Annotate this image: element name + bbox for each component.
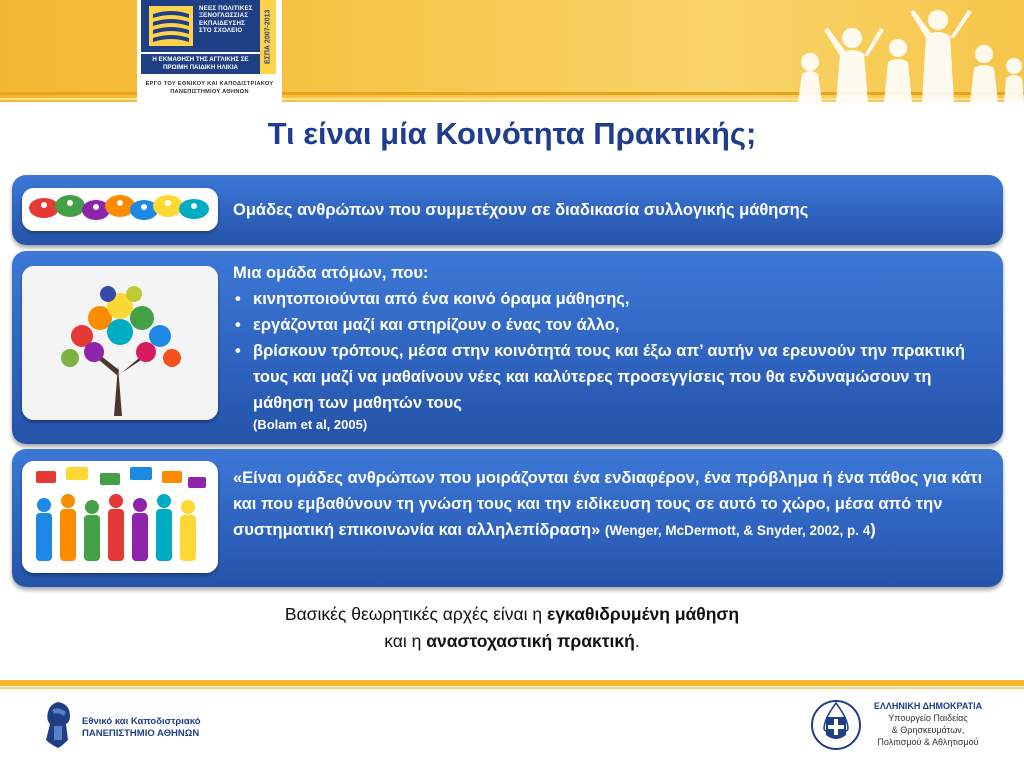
children-silhouettes-illustration: [770, 0, 1024, 102]
book-icon: [149, 6, 193, 46]
logo-footer-line: ΠΑΝΕΠΙΣΤΗΜΙΟΥ ΑΘΗΝΩΝ: [170, 89, 249, 95]
university-athena-logo-icon: [40, 700, 76, 750]
statement-line-1: [0, 601, 1024, 628]
ministry-line: Υπουργείο Παιδείας: [888, 713, 968, 723]
ministry-line: ΕΛΛΗΝΙΚΗ ΔΗΜΟΚΡΑΤΙΑ: [873, 701, 983, 711]
panel2-intro: Μια ομάδα ατόμων, που:: [233, 264, 429, 282]
panel2-bullet-list: [233, 286, 993, 416]
university-name-line: Εθνικό και Καποδιστριακό: [82, 716, 201, 727]
ministry-label: [866, 700, 990, 748]
list-item: • κινητοποιούνται από ένα κοινό όραμα μάθησης,: [233, 286, 993, 312]
key-principles-statement: [0, 601, 1024, 655]
logo-line: ΣΤΟ ΣΧΟΛΕΙΟ: [199, 27, 243, 35]
panel3-text: [233, 465, 998, 544]
list-item: • βρίσκουν τρόπους, μέσα στην κοινότητά τους και έξω απ’ αυτήν να ερευνούν την πρακτική τους και μαζί να μαθαίνουν νέες και καλύτερες προσεγγίσεις που θα ενδυναμώσουν τη μάθηση των μαθητών τους: [233, 338, 993, 416]
statement-text: και η: [384, 631, 427, 651]
ministry-line: & Θρησκευμάτων,: [891, 725, 965, 735]
statement-text: .: [634, 631, 640, 651]
program-logo: [137, 0, 282, 102]
statement-emphasis: αναστοχαστική πρακτική: [426, 631, 635, 651]
definition-panel-3: [12, 449, 1003, 587]
panel3-quote: «Είναι ομάδες ανθρώπων που μοιράζονται ένα ενδιαφέρον, ένα πρόβλημα ή ένα πάθος για κάτι και που εμβαθύνουν τη γνώση τους και την ειδίκευση τους σε αυτό το χώρο, μέσα από την συστηματική επικοινωνία και αλληλεπίδραση»: [233, 469, 983, 539]
logo-line: ΞΕΝΟΓΛΩΣΣΙΑΣ: [199, 12, 249, 20]
logo-title-lines: [199, 5, 263, 35]
espa-label: ΕΣΠΑ 2007-2013: [260, 0, 276, 74]
panel3-close-paren: ): [870, 521, 876, 539]
speech-bubbles-icon: [22, 188, 218, 231]
logo-subtitle-line: Η ΕΚΜΑΘΗΣΗ ΤΗΣ ΑΓΓΛΙΚΗΣ ΣΕ: [152, 56, 249, 63]
people-talking-image: [22, 461, 218, 573]
colorful-tree-image: [22, 266, 218, 420]
greek-republic-emblem-icon: [810, 699, 862, 751]
logo-footer: [139, 80, 280, 96]
panel1-text: Ομάδες ανθρώπων που συμμετέχουν σε διαδικασία συλλογικής μάθησης: [233, 201, 809, 219]
logo-subtitle-line: ΠΡΩΙΜΗ ΠΑΙΔΙΚΗ ΗΛΙΚΙΑ: [162, 64, 239, 71]
panel3-reference: (Wenger, McDermott, & Snyder, 2002, p. 4: [604, 523, 871, 538]
logo-blue-block: [141, 0, 276, 52]
speech-bubbles-image: [22, 188, 218, 231]
logo-footer-line: ΕΡΓΟ ΤΟΥ ΕΘΝΙΚΟΥ ΚΑΙ ΚΑΠΟΔΙΣΤΡΙΑΚΟΥ: [145, 81, 274, 87]
statement-emphasis: εγκαθιδρυμένη μάθηση: [547, 604, 740, 624]
logo-line: ΕΚΠΑΙΔΕΥΣΗΣ: [199, 19, 246, 27]
footer-divider: [0, 680, 1024, 686]
footer-divider: [0, 687, 1024, 689]
logo-line: ΝΕΕΣ ΠΟΛΙΤΙΚΕΣ: [199, 5, 253, 12]
list-item: • εργάζονται μαζί και στηρίζουν ο ένας τον άλλο,: [233, 312, 993, 338]
tree-icon: [22, 266, 218, 420]
definition-panel-2: [12, 251, 1003, 444]
statement-line-2: [0, 628, 1024, 655]
panel2-text: [233, 260, 993, 434]
ministry-line: Πολιτισμού & Αθλητισμού: [877, 737, 979, 747]
page-title: Τι είναι μία Κοινότητα Πρακτικής;: [267, 116, 757, 151]
definition-panel-1: [12, 175, 1003, 245]
statement-text: Βασικές θεωρητικές αρχές είναι η: [284, 604, 548, 624]
people-speech-icon: [22, 461, 218, 573]
university-name-line: ΠΑΝΕΠΙΣΤΗΜΙΟ ΑΘΗΝΩΝ: [82, 728, 200, 739]
university-name: [82, 716, 201, 740]
panel2-reference: (Bolam et al, 2005): [253, 417, 368, 432]
header-banner: [0, 0, 1024, 102]
logo-subtitle: [141, 54, 260, 74]
